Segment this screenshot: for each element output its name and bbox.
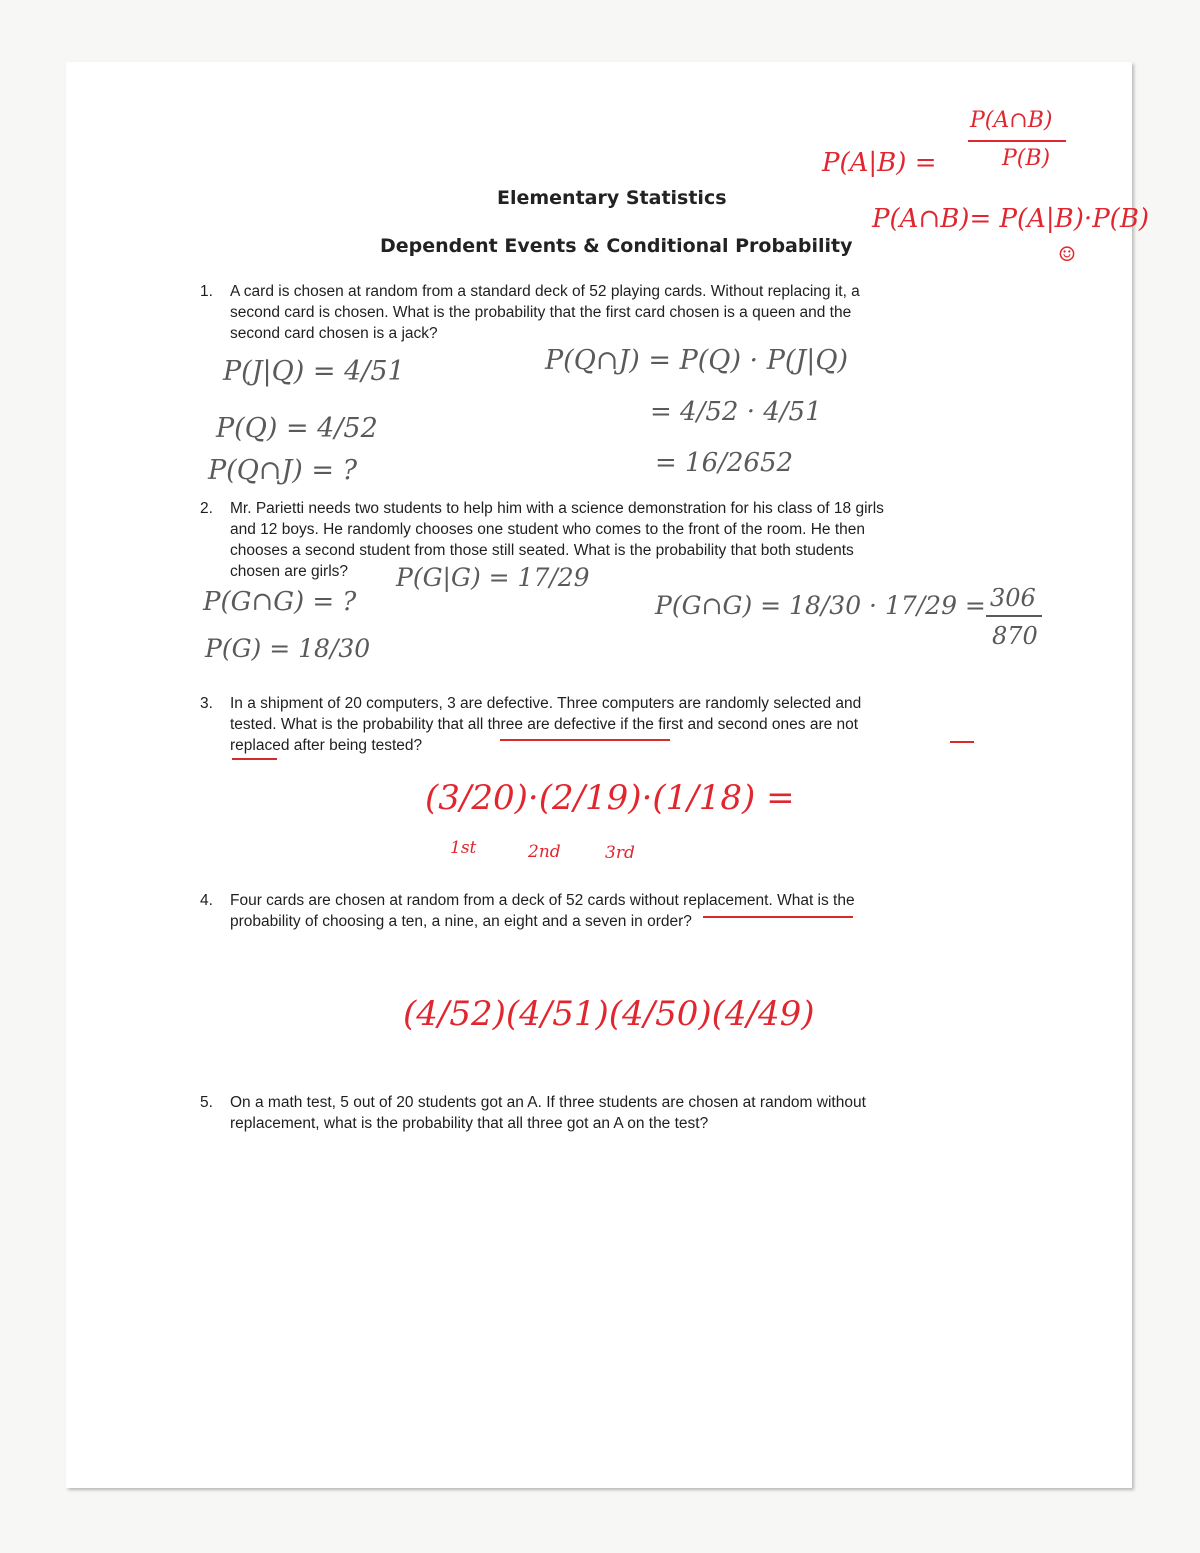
work-q3-label-3rd: 3rd (605, 843, 635, 863)
question-text-line: chooses a second student from those still seated. What is the probability that both students (230, 542, 854, 559)
question-text-line: replacement, what is the probability that all three got an A on the test? (230, 1115, 709, 1132)
page-title: Elementary Statistics (497, 187, 727, 209)
work-q2-line-d: P(G∩G) = 18/30 · 17/29 = (655, 591, 986, 620)
smiley-doodle: ☺ (1058, 242, 1076, 266)
question-text-line: A card is chosen at random from a standard deck of 52 playing cards. Without replacing it, a (230, 283, 860, 300)
question-1 (200, 281, 1000, 347)
work-q2-result-numerator: 306 (990, 584, 1036, 612)
question-text-line: Four cards are chosen at random from a deck of 52 cards without replacement. What is the (230, 892, 855, 909)
question-text-line: probability of choosing a ten, a nine, an eight and a seven in order? (230, 913, 692, 930)
underline-without-replacement (703, 916, 853, 918)
question-text-line: second card is chosen. What is the probability that the first card chosen is a queen and the (230, 304, 852, 321)
work-q1-line-e: = 4/52 · 4/51 (650, 397, 822, 427)
question-4 (200, 890, 1000, 934)
question-2 (200, 498, 1020, 586)
question-text-line: and 12 boys. He randomly chooses one student who comes to the front of the room. He then (230, 521, 866, 538)
formula-conditional-numerator: P(A∩B) (970, 108, 1053, 133)
question-text-line: On a math test, 5 out of 20 students got an A. If three students are chosen at random without (230, 1094, 866, 1111)
work-q4-expression: (4/52)(4/51)(4/50)(4/49) (403, 994, 815, 1034)
formula-fraction-bar (968, 140, 1066, 142)
question-text-line: chosen are girls? (230, 563, 349, 580)
work-q1-line-c: P(Q∩J) = ? (208, 455, 358, 486)
work-q1-line-b: P(Q) = 4/52 (216, 413, 378, 444)
work-q2-line-b: P(G|G) = 17/29 (396, 563, 590, 592)
work-q3-expression: (3/20)·(2/19)·(1/18) = (425, 778, 795, 818)
work-q2-fraction-bar (986, 615, 1042, 617)
question-number: 3. (200, 695, 213, 712)
underline-not (950, 741, 974, 743)
question-text-line: tested. What is the probability that all three are defective if the first and second ones are not (230, 716, 859, 733)
page-subtitle: Dependent Events & Conditional Probability (380, 235, 853, 257)
question-5 (200, 1092, 1000, 1136)
question-number: 4. (200, 892, 213, 909)
work-q3-label-2nd: 2nd (528, 842, 561, 862)
work-q1-line-d: P(Q∩J) = P(Q) · P(J|Q) (545, 345, 849, 376)
question-text-line: In a shipment of 20 computers, 3 are defective. Three computers are randomly selected and (230, 695, 862, 712)
work-q3-label-1st: 1st (450, 838, 477, 858)
question-number: 2. (200, 500, 213, 517)
underline-all-three-defective (500, 739, 670, 741)
formula-conditional-denominator: P(B) (1002, 146, 1051, 171)
question-number: 1. (200, 283, 213, 300)
question-text-line: Mr. Parietti needs two students to help him with a science demonstration for his class of 18 girls (230, 500, 884, 517)
question-3 (200, 693, 1000, 759)
work-q2-line-c: P(G) = 18/30 (205, 634, 371, 663)
question-text-line: second card chosen is a jack? (230, 325, 438, 342)
formula-conditional-lhs: P(A|B) = (822, 148, 937, 178)
underline-replaced (232, 758, 277, 760)
question-text-line: replaced after being tested? (230, 737, 423, 754)
work-q2-line-a: P(G∩G) = ? (203, 587, 357, 617)
work-q1-line-f: = 16/2652 (655, 448, 794, 478)
question-number: 5. (200, 1094, 213, 1111)
work-q2-result-denominator: 870 (992, 622, 1038, 650)
worksheet-page (66, 62, 1132, 1488)
formula-multiplication-rule: P(A∩B)= P(A|B)·P(B) (872, 204, 1150, 234)
work-q1-line-a: P(J|Q) = 4/51 (223, 356, 405, 387)
